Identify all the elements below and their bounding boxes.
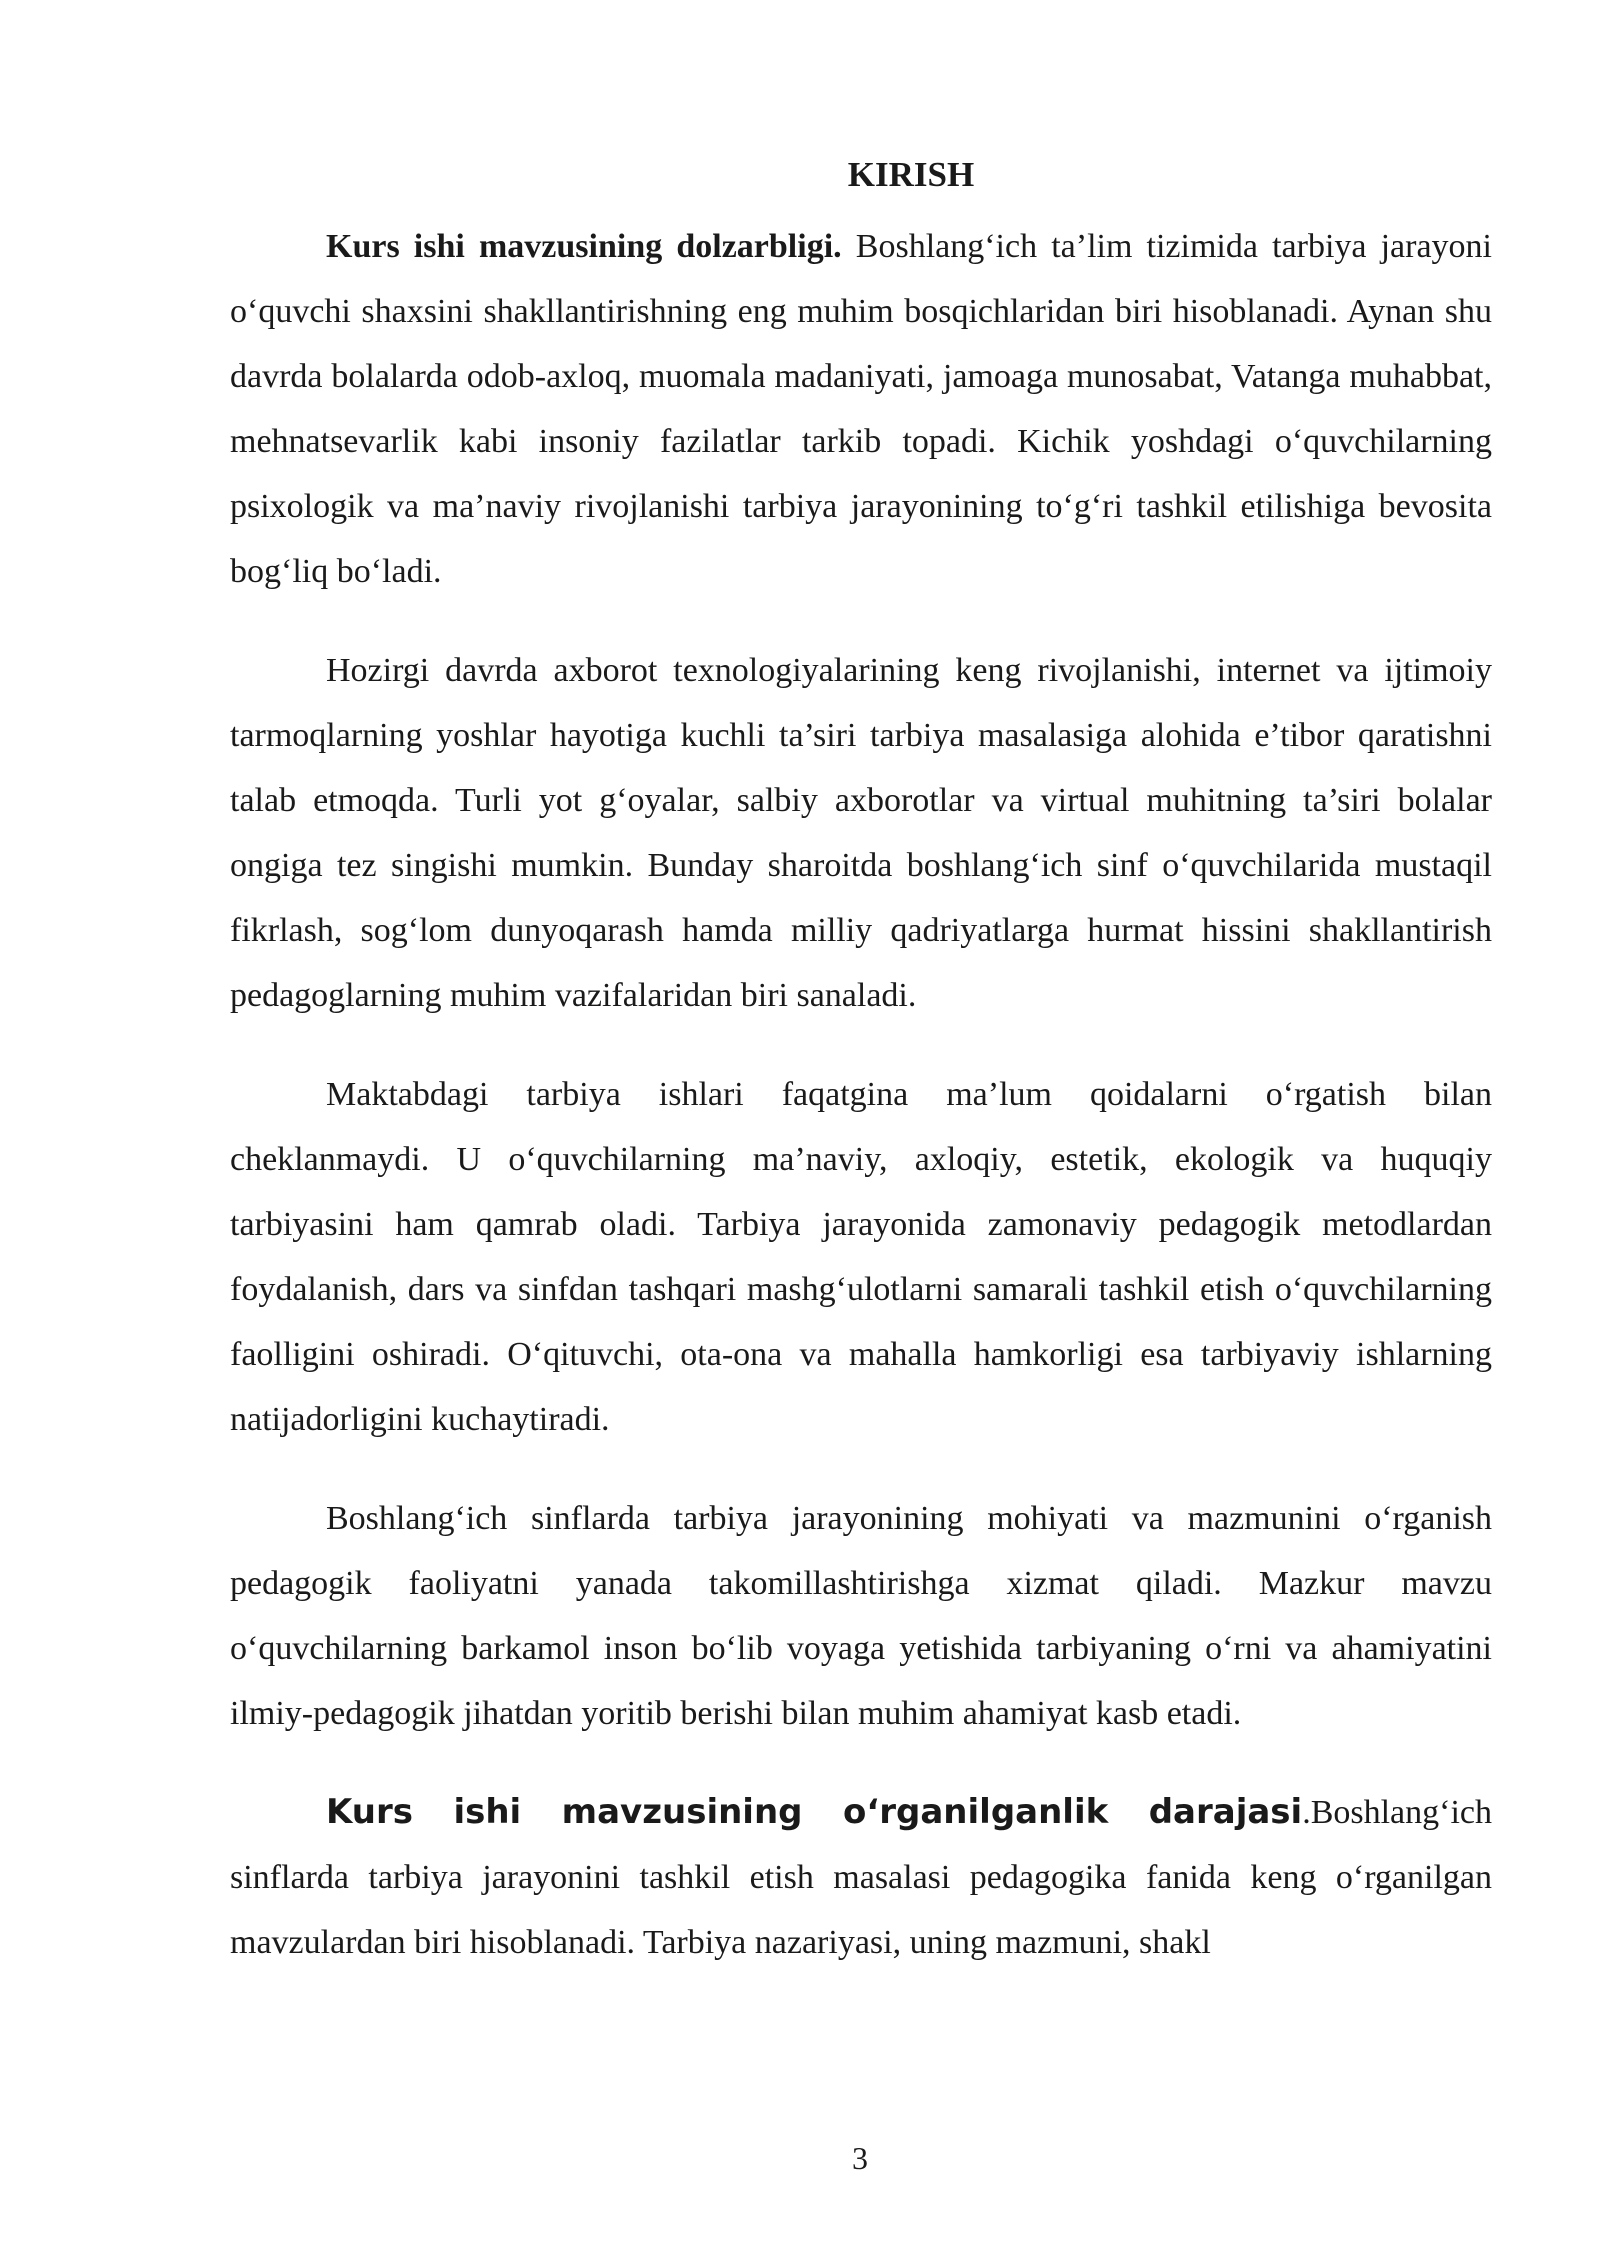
document-page bbox=[230, 150, 1492, 2009]
paragraph-school-education bbox=[230, 1062, 1492, 1452]
paragraph-lead-study-level: Kurs ishi mavzusining o‘rganilganlik darajasi bbox=[326, 1792, 1303, 1832]
paragraph-primary-classes bbox=[230, 1486, 1492, 1746]
paragraph-study-level bbox=[230, 1780, 1492, 1975]
paragraph-text-primary-classes: Boshlang‘ich sinflarda tarbiya jarayonining mohiyati va mazmunini o‘rganish pedagogik faoliyatni yanada takomillashtirishga xizmat qiladi. Mazkur mavzu o‘quvchilarning barkamol inson bo‘lib voyaga yetishida tarbiyaning o‘rni va ahamiyatini ilmiy-pedagogik jihatdan yoritib berishi bilan muhim ahamiyat kasb etadi. bbox=[230, 1500, 1492, 1732]
paragraph-text-information-technology: Hozirgi davrda axborot texnologiyalarining keng rivojlanishi, internet va ijtimoiy tarmoqlarning yoshlar hayotiga kuchli ta’siri tarbiya masalasiga alohida e’tibor qaratishni talab etmoqda. Turli yot g‘oyalar, salbiy axborotlar va virtual muhitning ta’siri bolalar ongiga tez singishi mumkin. Bunday sharoitda boshlang‘ich sinf o‘quvchilarida mustaqil fikrlash, sog‘lom dunyoqarash hamda milliy qadriyatlarga hurmat hissini shakllantirish pedagoglarning muhim vazifalaridan biri sanaladi. bbox=[230, 652, 1492, 1014]
page-number: 3 bbox=[852, 2140, 868, 2176]
paragraph-lead-relevance: Kurs ishi mavzusining dolzarbligi. bbox=[326, 228, 842, 265]
paragraph-text-relevance: Boshlang‘ich ta’lim tizimida tarbiya jarayoni o‘quvchi shaxsini shakllantirishning eng muhim bosqichlaridan biri hisoblanadi. Aynan shu davrda bolalarda odob-axloq, muomala madaniyati, jamoaga munosabat, Vatanga muhabbat, mehnatsevarlik kabi insoniy fazilatlar tarkib topadi. Kichik yoshdagi o‘quvchilarning psixologik va ma’naviy rivojlanishi tarbiya jarayonining to‘g‘ri tashkil etilishiga bevosita bog‘liq bo‘ladi. bbox=[230, 228, 1493, 590]
paragraph-relevance bbox=[230, 214, 1492, 604]
paragraph-text-study-level: .Boshlang‘ich sinflarda tarbiya jarayonini tashkil etish masalasi pedagogika fanida keng o‘rganilgan mavzulardan biri hisoblanadi. Tarbiya nazariyasi, uning mazmuni, shakl bbox=[230, 1794, 1492, 1961]
paragraph-text-school-education: Maktabdagi tarbiya ishlari faqatgina ma’lum qoidalarni o‘rgatish bilan cheklanmaydi. U o‘quvchilarning ma’naviy, axloqiy, estetik, ekologik va huquqiy tarbiyasini ham qamrab oladi. Tarbiya jarayonida zamonaviy pedagogik metodlardan foydalanish, dars va sinfdan tashqari mashg‘ulotlarni samarali tashkil etish o‘quvchilarning faolligini oshiradi. O‘qituvchi, ota-ona va mahalla hamkorligi esa tarbiyaviy ishlarning natijadorligini kuchaytiradi. bbox=[230, 1076, 1492, 1438]
section-title: KIRISH bbox=[847, 155, 975, 194]
paragraph-information-technology bbox=[230, 638, 1492, 1028]
